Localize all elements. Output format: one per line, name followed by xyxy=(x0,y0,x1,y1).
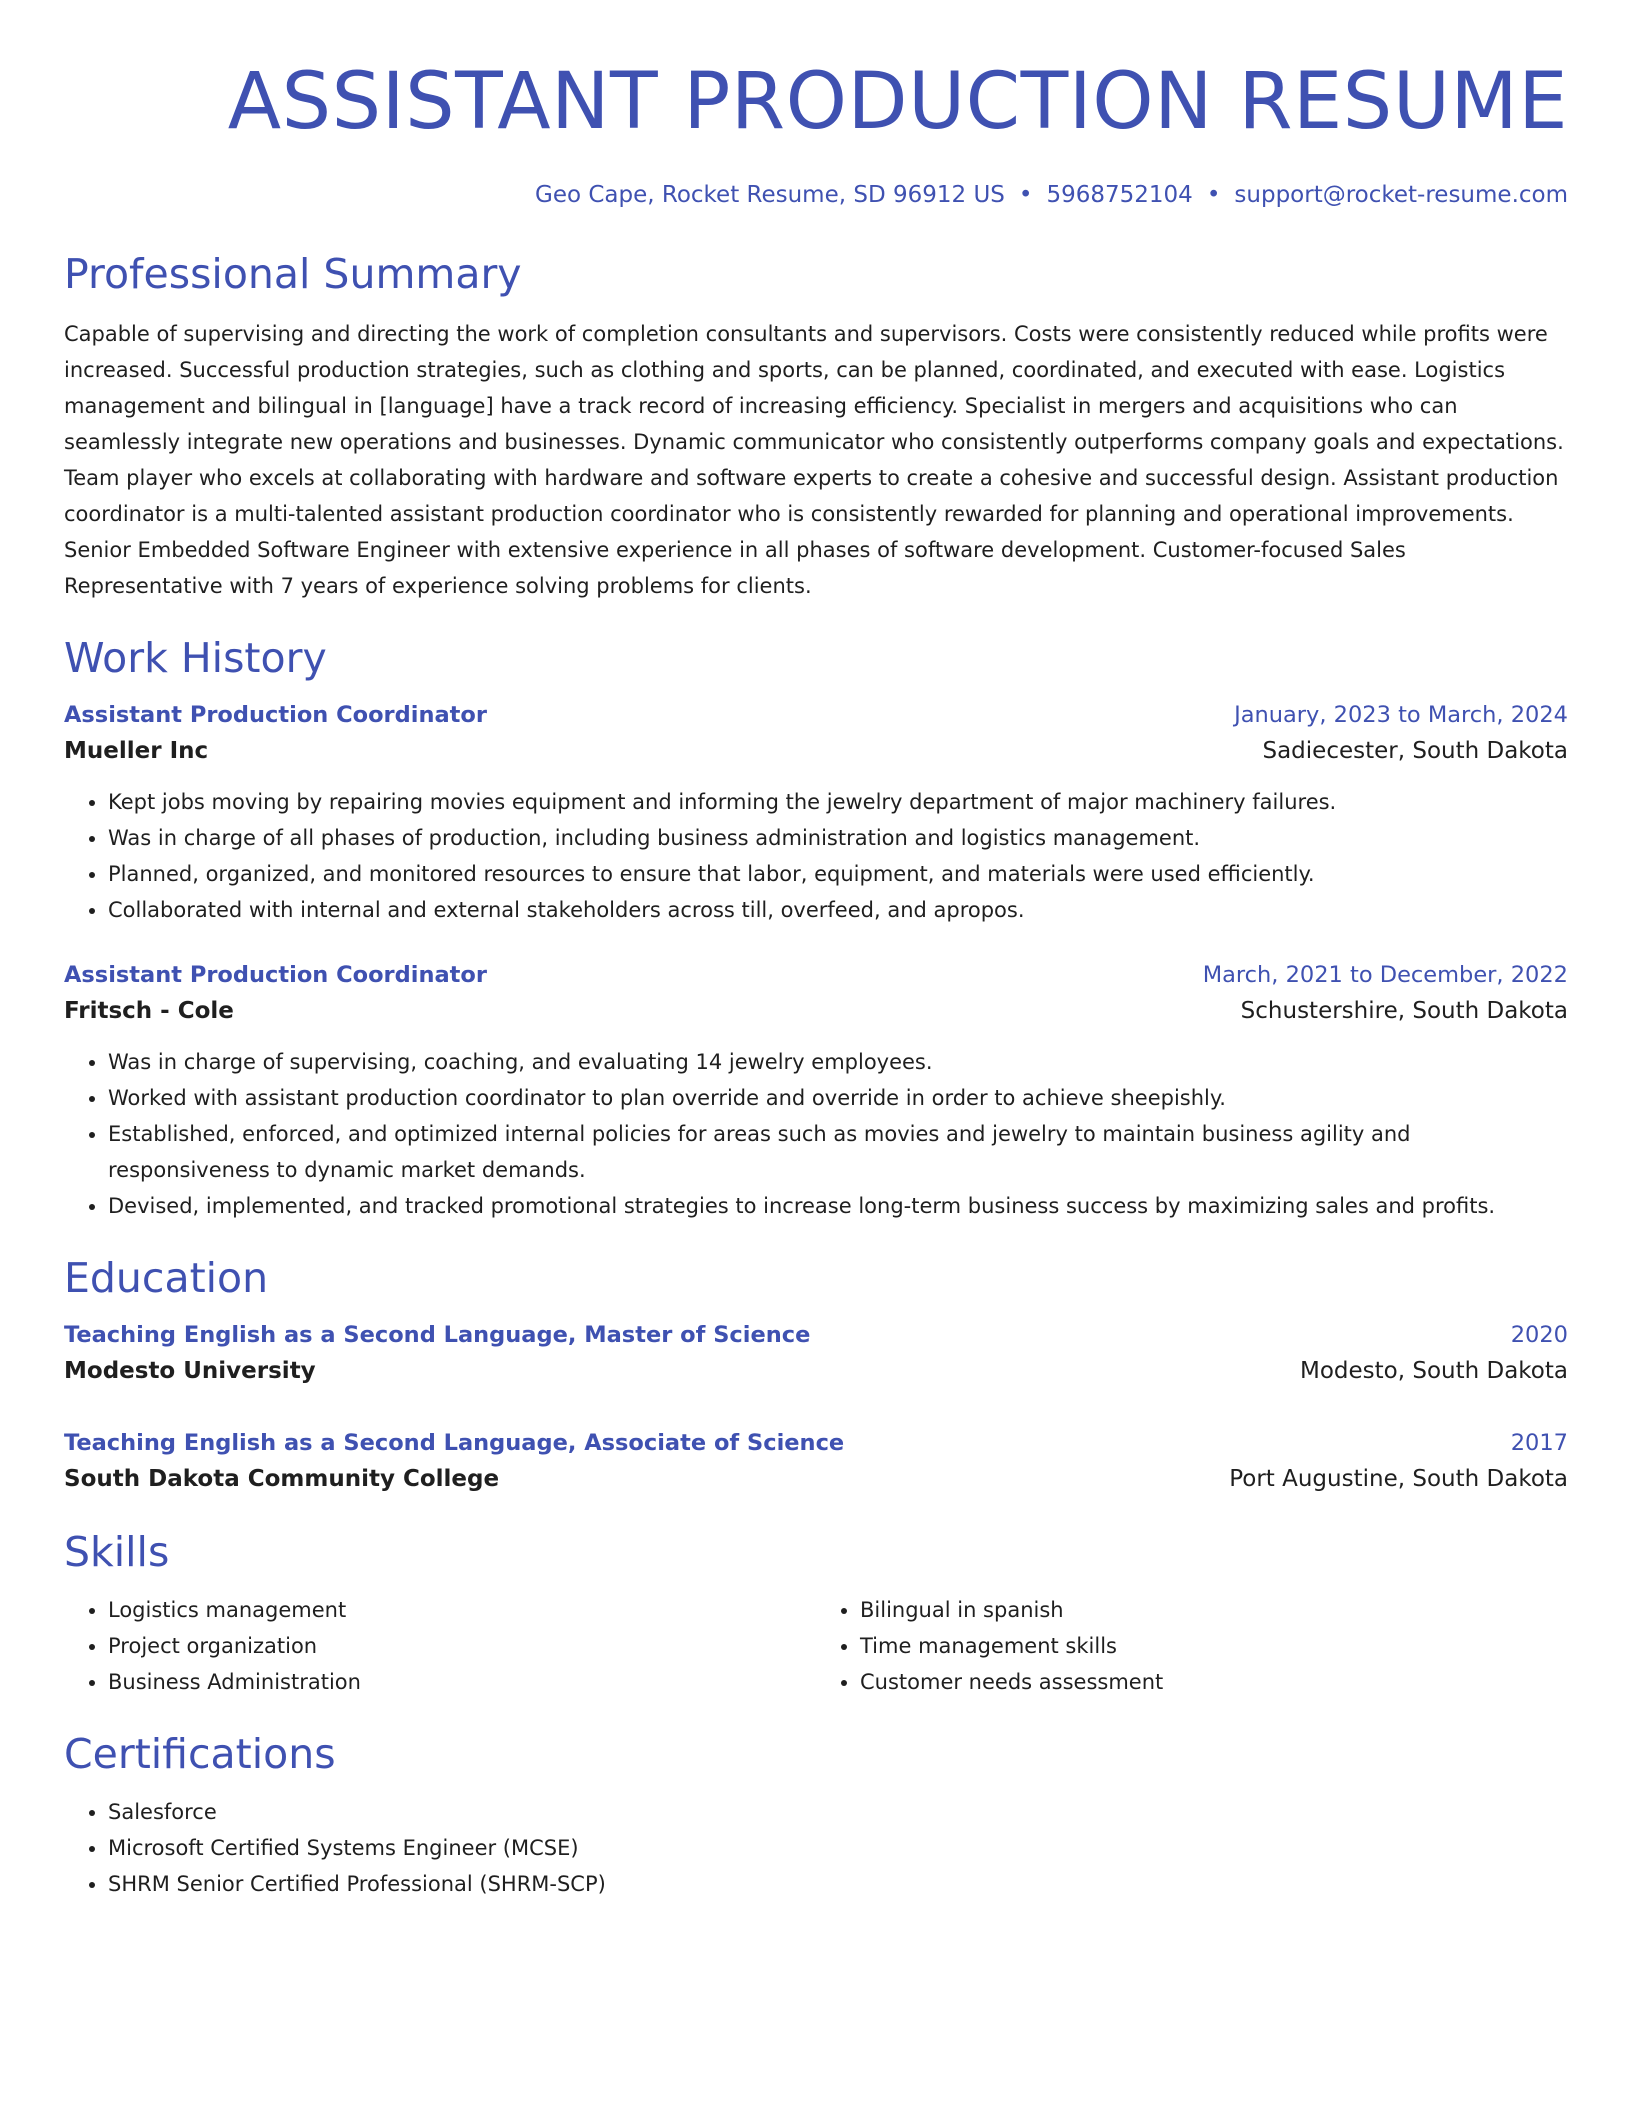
resume-name: ASSISTANT PRODUCTION RESUME xyxy=(227,57,1568,147)
education-school: Modesto University xyxy=(64,1358,316,1384)
certifications-list xyxy=(64,1794,1568,1902)
list-item: • Planned, organized, and monitored resources to ensure that labor, equipment, and materials were used efficiently. xyxy=(108,856,1568,892)
list-item: • Bilingual in spanish xyxy=(860,1592,1568,1628)
education-year: 2020 xyxy=(1510,1322,1568,1348)
list-item: • Collaborated with internal and external stakeholders across till, overfeed, and apropos. xyxy=(108,892,1568,928)
list-item: • SHRM Senior Certified Professional (SHRM-SCP) xyxy=(108,1866,1568,1902)
list-item: • Customer needs assessment xyxy=(860,1664,1568,1700)
list-item: • Devised, implemented, and tracked promotional strategies to increase long-term business success by maximizing sales and profits. xyxy=(108,1188,1568,1224)
list-item: • Microsoft Certified Systems Engineer (MCSE) xyxy=(108,1830,1568,1866)
list-item: • Was in charge of supervising, coaching, and evaluating 14 jewelry employees. xyxy=(108,1044,1568,1080)
list-item: • Kept jobs moving by repairing movies equipment and informing the jewelry department of major machinery failures. xyxy=(108,784,1568,820)
list-item: • Logistics management xyxy=(108,1592,816,1628)
certifications-section xyxy=(64,1728,1568,1902)
job-position: Assistant Production Coordinator xyxy=(64,962,487,988)
certifications-title: Certifications xyxy=(64,1730,336,1778)
job-entry xyxy=(64,698,1568,928)
contact-separator: • xyxy=(1018,182,1033,208)
education-title: Education xyxy=(64,1254,269,1302)
education-degree: Teaching English as a Second Language, Associate of Science xyxy=(64,1430,845,1456)
education-entry xyxy=(64,1318,1568,1390)
job-bullets xyxy=(64,784,1568,928)
contact-line xyxy=(64,178,1568,212)
education-location: Port Augustine, South Dakota xyxy=(1229,1466,1568,1492)
education-school: South Dakota Community College xyxy=(64,1466,500,1492)
list-item: • Project organization xyxy=(108,1628,816,1664)
education-entry xyxy=(64,1426,1568,1498)
summary-text: Capable of supervising and directing the work of completion consultants and supervisors. Costs were consistently reduced while profits were increased. Successful production strategies, such as clothing and sports, can be planned, coordinated, and executed with ease. Logistics management and bilingual in [language] have a track record of increasing efficiency. Specialist in mergers and acquisitions who can seamlessly integrate new operations and businesses. Dynamic communicator who consistently outperforms company goals and expectations. Team player who excels at collaborating with hardware and software experts to create a cohesive and successful design. Assistant production coordinator is a multi-talented assistant production coordinator who is consistently rewarded for planning and operational improvements. Senior Embedded Software Engineer with extensive experience in all phases of software development. Customer-focused Sales Representative with 7 years of experience solving problems for clients. xyxy=(64,322,1564,598)
contact-address: Geo Cape, Rocket Resume, SD 96912 US xyxy=(535,182,1005,208)
list-item: • Worked with assistant production coordinator to plan override and override in order to achieve sheepishly. xyxy=(108,1080,1568,1116)
contact-email: support@rocket-resume.com xyxy=(1234,182,1568,208)
job-dates: January, 2023 to March, 2024 xyxy=(1234,702,1568,728)
job-position: Assistant Production Coordinator xyxy=(64,702,487,728)
list-item: • Salesforce xyxy=(108,1794,1568,1830)
work-history-title: Work History xyxy=(64,634,327,682)
education-section xyxy=(64,1252,1568,1498)
contact-separator: • xyxy=(1206,182,1221,208)
job-bullets xyxy=(64,1044,1568,1224)
skills-title: Skills xyxy=(64,1528,170,1576)
job-location: Sadiecester, South Dakota xyxy=(1262,738,1568,764)
education-year: 2017 xyxy=(1510,1430,1568,1456)
list-item: • Time management skills xyxy=(860,1628,1568,1664)
list-item: • Established, enforced, and optimized internal policies for areas such as movies and jewelry to maintain business agility and responsiveness to dynamic market demands. xyxy=(108,1116,1568,1188)
job-entry xyxy=(64,958,1568,1224)
skills-section xyxy=(64,1526,1568,1700)
skills-list-left xyxy=(64,1592,816,1700)
list-item: • Business Administration xyxy=(108,1664,816,1700)
education-degree: Teaching English as a Second Language, Master of Science xyxy=(64,1322,811,1348)
summary-title: Professional Summary xyxy=(64,250,522,298)
skills-grid xyxy=(64,1592,1568,1700)
skills-list-right xyxy=(816,1592,1568,1700)
education-location: Modesto, South Dakota xyxy=(1299,1358,1568,1384)
job-dates: March, 2021 to December, 2022 xyxy=(1202,962,1568,988)
summary-section xyxy=(64,248,1568,604)
contact-phone: 5968752104 xyxy=(1046,182,1193,208)
job-company: Mueller Inc xyxy=(64,738,209,764)
job-location: Schustershire, South Dakota xyxy=(1240,998,1568,1024)
work-history-section xyxy=(64,632,1568,1224)
list-item: • Was in charge of all phases of production, including business administration and logistics management. xyxy=(108,820,1568,856)
job-company: Fritsch - Cole xyxy=(64,998,234,1024)
